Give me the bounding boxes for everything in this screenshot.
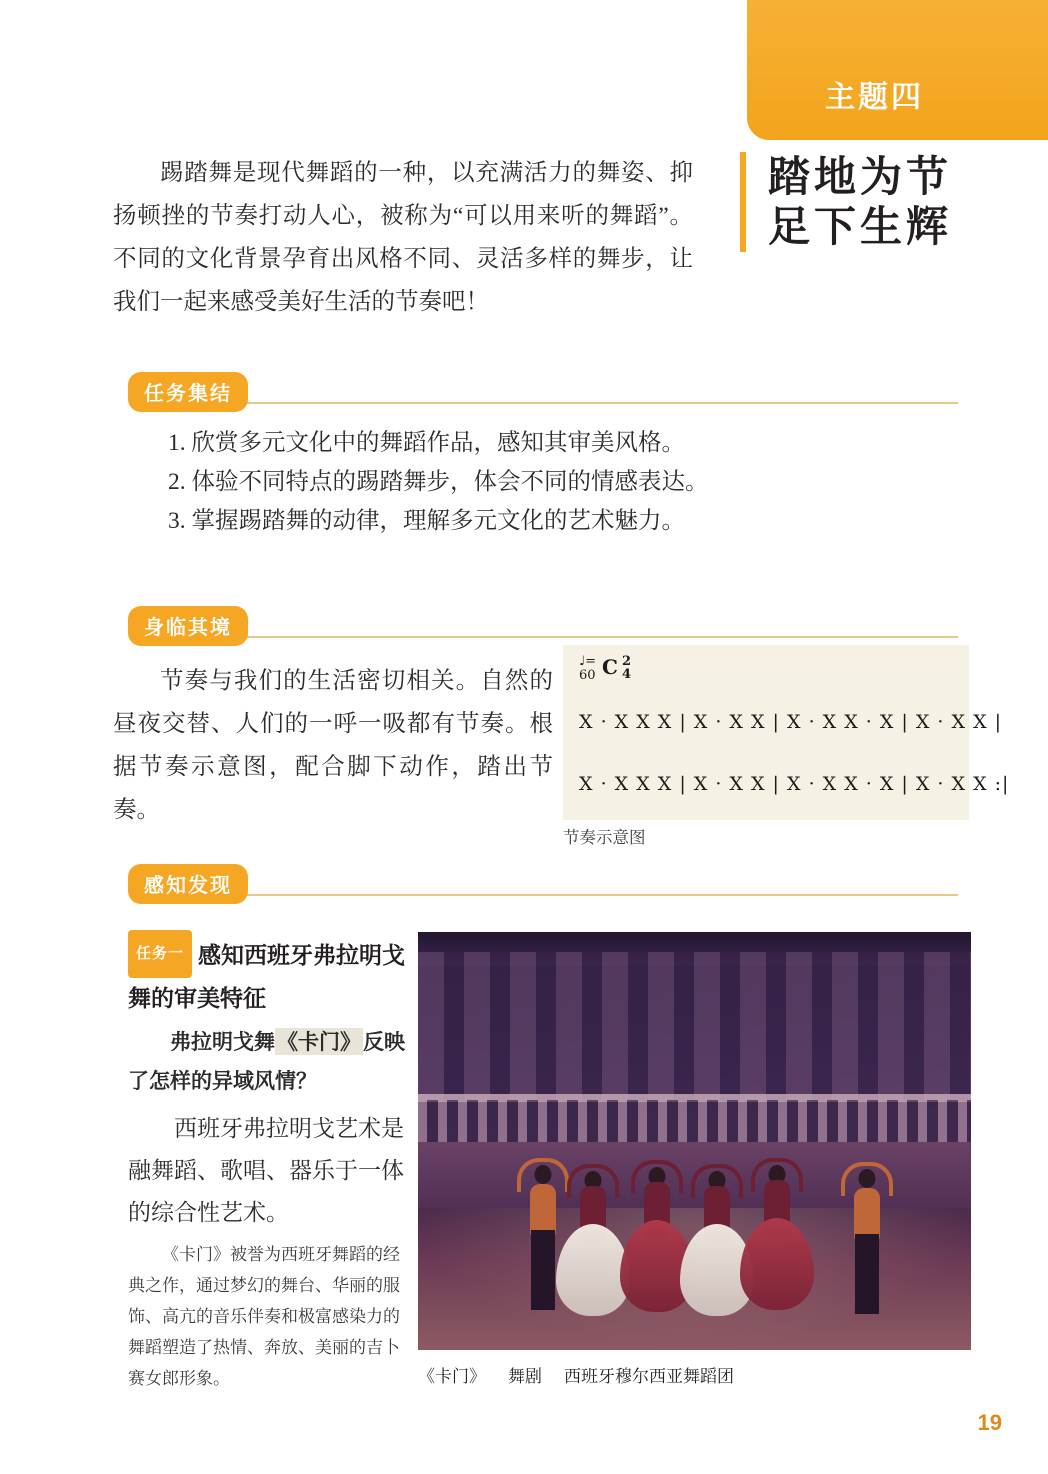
side-note: 《卡门》被誉为西班牙舞蹈的经典之作，通过梦幻的舞台、华丽的服饰、高亢的音乐伴奏和极富感染力的舞蹈塑造了热情、奔放、美丽的吉卜赛女郎形象。 <box>128 1245 400 1389</box>
heading-rule <box>138 402 958 404</box>
task-one-title-text: 感知西班牙弗拉明戈舞的审美特征 <box>128 942 406 1011</box>
heading-rule <box>138 894 958 896</box>
section-heading-perceive-label: 感知发现 <box>128 864 248 904</box>
notation-header <box>579 655 631 683</box>
section-heading-tasks-label: 任务集结 <box>128 372 248 412</box>
task-list <box>168 424 868 541</box>
page-title-line-2: 足下生辉 <box>768 203 953 250</box>
meter-bottom: 4 <box>621 667 631 682</box>
guiding-question <box>128 1022 408 1100</box>
photo-caption-title: 《卡门》 <box>418 1367 486 1386</box>
rhythm-row: X · X X X | X · X X | X · X X · X | X · X X | <box>579 711 1003 733</box>
time-signature <box>618 655 631 681</box>
rhythm-notation-figure <box>563 645 1010 820</box>
stage-photo <box>418 932 971 1350</box>
photo-caption-company: 西班牙穆尔西亚舞蹈团 <box>564 1367 734 1386</box>
photo-caption <box>418 1362 756 1387</box>
theme-tab <box>747 0 1048 140</box>
photo-dancer <box>576 1166 610 1316</box>
immersive-paragraph: 节奏与我们的生活密切相关。自然的昼夜交替、人们的一呼一吸都有节奏。根据节奏示意图，配合脚下动作，踏出节奏。 <box>113 668 553 823</box>
rhythm-figure-caption: 节奏示意图 <box>563 829 646 847</box>
list-item: 2. 体验不同特点的踢踏舞步，体会不同的情感表达。 <box>168 469 709 495</box>
section-heading-tasks <box>128 372 248 412</box>
body-paragraph: 西班牙弗拉明戈艺术是融舞蹈、歌唱、器乐于一体的综合性艺术。 <box>128 1116 404 1225</box>
photo-dancer <box>850 1164 884 1314</box>
task-one-title <box>128 930 408 1019</box>
photo-caption-type: 舞剧 <box>508 1367 542 1386</box>
intro-paragraph: 踢踏舞是现代舞蹈的一种，以充满活力的舞姿、抑扬顿挫的节奏打动人心，被称为“可以用来听的舞蹈”。不同的文化背景孕育出风格不同、灵活多样的舞步，让我们一起来感受美好生活的节奏吧！ <box>113 160 693 315</box>
question-prefix: 弗拉明戈舞 <box>170 1029 275 1054</box>
status-badge: 任务一 <box>128 930 192 978</box>
list-item: 3. 掌握踢踏舞的动律，理解多元文化的艺术魅力。 <box>168 508 685 534</box>
photo-dancer <box>640 1162 674 1312</box>
clef-symbol: C <box>602 655 618 679</box>
tempo-value: 60 <box>579 668 596 683</box>
question-highlight: 《卡门》 <box>277 1029 361 1054</box>
tempo-marking <box>579 655 602 683</box>
photo-balustrade <box>418 1100 971 1142</box>
heading-rule <box>138 636 958 638</box>
photo-dancer <box>526 1160 560 1310</box>
list-item: 1. 欣赏多元文化中的舞蹈作品，感知其审美风格。 <box>168 430 685 456</box>
tempo-note: ♩= <box>579 654 597 669</box>
page-title <box>740 152 1040 252</box>
photo-dancer <box>760 1160 794 1310</box>
question-rest: 反映了怎样的异域风情？ <box>128 1029 405 1093</box>
page-title-line-1: 踏地为节 <box>768 153 953 200</box>
page-number: 19 <box>977 1410 1002 1435</box>
photo-dancer <box>700 1166 734 1316</box>
meter-top: 2 <box>621 654 631 669</box>
theme-tab-label: 主题四 <box>825 81 924 114</box>
section-heading-immersive-label: 身临其境 <box>128 606 248 646</box>
rhythm-row: X · X X X | X · X X | X · X X · X | X · X X :| <box>579 773 1010 795</box>
section-heading-perceive <box>128 864 248 904</box>
section-heading-immersive <box>128 606 248 646</box>
photo-arcade <box>418 952 971 1102</box>
